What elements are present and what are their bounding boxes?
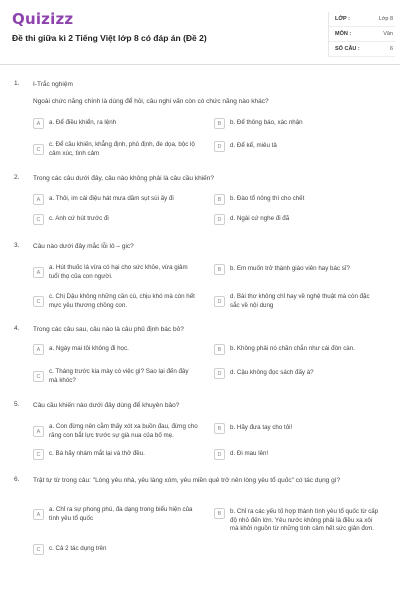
option-b[interactable] xyxy=(214,194,379,205)
option-a[interactable] xyxy=(33,344,198,355)
option-text: b. Chỉ ra các yếu tố hợp thành tình yêu tổ quốc từ cấp độ nhỏ đến lớn. Yêu nước không phải là điều xa xôi mà khởi nguồn từ những tình cảm hết sức giản đơn. xyxy=(230,508,379,532)
option-text: a. Thôi, im cái điệu hát mưa dầm sụt sùi ấy đi xyxy=(49,195,174,203)
option-letter-box: B xyxy=(214,194,225,205)
header-divider xyxy=(0,64,400,65)
option-a[interactable] xyxy=(33,423,198,440)
question-text: Trong các câu sau, câu nào là câu phủ định bác bỏ? xyxy=(33,326,184,333)
option-text: b. Em muốn trở thành giáo viên hay bác sĩ? xyxy=(230,265,350,273)
option-d[interactable] xyxy=(214,214,379,225)
option-c[interactable] xyxy=(33,449,198,460)
option-text: d. Để kể, miêu tả xyxy=(230,142,277,150)
option-b[interactable] xyxy=(214,423,379,434)
option-a[interactable] xyxy=(33,264,198,281)
option-a[interactable] xyxy=(33,506,198,523)
meta-row-subject xyxy=(329,27,395,42)
option-letter-box: B xyxy=(214,344,225,355)
option-a[interactable] xyxy=(33,194,198,205)
meta-value: 6 xyxy=(389,46,393,52)
option-text: c. Tháng trước kia mày có việc gì? Sao lại đến đây mà khóc? xyxy=(49,368,189,384)
option-letter-box: B xyxy=(214,508,225,519)
quizizz-logo: Quizizz xyxy=(12,10,74,28)
question-text: Câu nào dưới đây mắc lỗi lô – gic? xyxy=(33,243,134,250)
option-letter-box: A xyxy=(33,509,44,520)
option-d[interactable] xyxy=(214,293,379,310)
option-text: a. Ngày mai tôi không đi học. xyxy=(49,345,129,353)
question-text: Ngoài chức năng chính là dùng để hỏi, câu nghi vấn còn có chức năng nào khác? xyxy=(33,98,269,105)
worksheet-header xyxy=(0,0,400,62)
option-letter-box: A xyxy=(33,267,44,278)
question-number: 4. xyxy=(14,325,20,332)
option-letter-box: A xyxy=(33,118,44,129)
option-text: d. Đi mau lên! xyxy=(230,450,269,458)
meta-key: MÔN : xyxy=(335,31,352,37)
option-letter-box: D xyxy=(214,141,225,152)
meta-key: LỚP : xyxy=(335,16,350,22)
option-d[interactable] xyxy=(214,368,379,379)
question-number: 5. xyxy=(14,401,20,408)
question-number: 1. xyxy=(14,80,20,87)
option-letter-box: D xyxy=(214,214,225,225)
option-letter-box: C xyxy=(33,544,44,555)
meta-row-count xyxy=(329,42,395,57)
option-text: b. Để thông báo, xác nhận xyxy=(230,119,303,127)
option-letter-box: C xyxy=(33,371,44,382)
option-text: c. Cả 2 tác dụng trên xyxy=(49,545,107,553)
option-text: c. Để cầu khiến, khẳng định, phủ định, đe dọa, bộc lộ cảm xúc, tình cảm xyxy=(49,141,195,157)
question-number: 3. xyxy=(14,242,20,249)
option-d[interactable] xyxy=(214,141,379,152)
option-letter-box: D xyxy=(214,368,225,379)
option-c[interactable] xyxy=(33,368,198,385)
option-text: c. Chị Dậu không những cần cù, chịu khó mà còn hết mực yêu thương chồng con. xyxy=(49,293,195,309)
question-text: Câu cầu khiến nào dưới đây dùng để khuyên bảo? xyxy=(33,402,180,409)
option-text: c. Anh cứ hút trước đi xyxy=(49,215,109,223)
option-b[interactable] xyxy=(214,264,379,275)
option-text: a. Để điều khiển, ra lệnh xyxy=(49,119,117,127)
option-text: b. Hãy đưa tay cho tôi! xyxy=(230,424,293,432)
option-d[interactable] xyxy=(214,449,379,460)
option-a[interactable] xyxy=(33,118,198,129)
option-c[interactable] xyxy=(33,141,198,158)
meta-row-class xyxy=(329,12,395,27)
page-title: Đề thi giữa kì 2 Tiếng Việt lớp 8 có đáp án (Đề 2) xyxy=(12,33,207,43)
option-letter-box: B xyxy=(214,118,225,129)
option-text: d. Bài thơ không chỉ hay về nghệ thuật mà còn đặc sắc về nội dung xyxy=(230,293,370,309)
option-letter-box: D xyxy=(214,449,225,460)
question-number: 2. xyxy=(14,174,20,181)
option-letter-box: C xyxy=(33,144,44,155)
option-text: b. Đào tổ nông thì cho chết xyxy=(230,195,305,203)
option-b[interactable] xyxy=(214,344,379,355)
option-b[interactable] xyxy=(214,118,379,129)
option-letter-box: A xyxy=(33,344,44,355)
option-c[interactable] xyxy=(33,544,198,555)
meta-table xyxy=(328,12,395,57)
option-c[interactable] xyxy=(33,214,198,225)
option-b[interactable] xyxy=(214,508,379,534)
option-letter-box: A xyxy=(33,194,44,205)
meta-value: Văn xyxy=(383,31,393,37)
option-letter-box: C xyxy=(33,296,44,307)
option-text: b. Không phải nó chăn chắn như cái đòn càn. xyxy=(230,345,355,353)
meta-value: Lớp 8 xyxy=(378,16,393,22)
question-text: Trong các câu dưới đây, câu nào không phải là câu cầu khiến? xyxy=(33,175,214,182)
question-section-label: I-Trắc nghiệm xyxy=(33,81,73,88)
option-text: a. Hút thuốc lá vừa có hại cho sức khỏe, vừa giảm tuổi thọ của con người. xyxy=(49,264,188,280)
meta-key: SỐ CÂU : xyxy=(335,46,360,52)
option-letter-box: B xyxy=(214,423,225,434)
option-letter-box: B xyxy=(214,264,225,275)
option-letter-box: C xyxy=(33,214,44,225)
question-number: 6. xyxy=(14,476,20,483)
option-letter-box: C xyxy=(33,449,44,460)
option-text: a. Con đừng nên cằm thấy xót xa buồn đau, đừng cho răng con bắt lực trước sự già nua của bố mẹ. xyxy=(49,423,198,439)
question-text: Trật tự từ trong câu: "Lòng yêu nhà, yêu làng xóm, yêu miền quê trở nên lòng yêu tổ quốc" có tác dụng gì? xyxy=(33,477,341,484)
option-letter-box: A xyxy=(33,426,44,437)
option-text: a. Chỉ ra sự phong phú, đa dạng trong biểu hiện của tình yêu tổ quốc xyxy=(49,506,193,522)
option-letter-box: D xyxy=(214,296,225,307)
option-c[interactable] xyxy=(33,293,198,310)
option-text: c. Bà hãy nhám mắt lại và thở đều. xyxy=(49,450,145,458)
option-text: d. Cậu không đọc sách đấy à? xyxy=(230,369,314,377)
option-text: d. Ngài cứ nghe đi đã xyxy=(230,215,290,223)
